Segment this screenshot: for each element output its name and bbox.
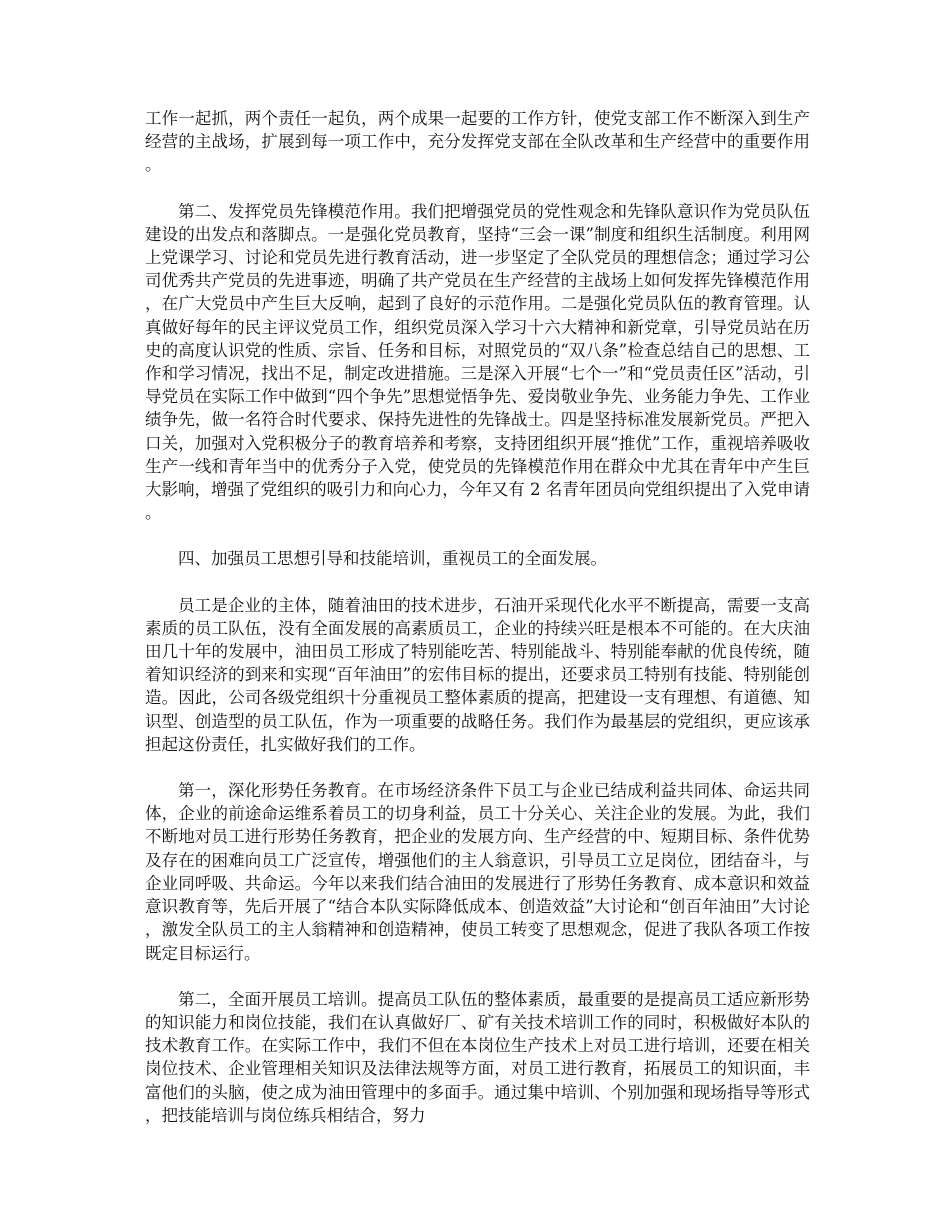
section-heading-employee-development: 四、加强员工思想引导和技能培训，重视员工的全面发展。 (178, 549, 607, 569)
paragraph-party-member-vanguard: 第二、发挥党员先锋模范作用。我们把增强党员的党性观念和先锋队意识作为党员队伍建设的出发点和落脚点。一是强化党员教育，坚持“三会一课”制度和组织生活制度。利用网上党课学习、讨论和党员先进行教育活动，进一步坚定了全队党员的理想信念；通过学习公司优秀共产党员的先进事迹，明确了共产党员在生产经营的主战场上如何发挥先锋模范作用，在广大党员中产生巨大反响，起到了良好的示范作用。二是强化党员队伍的教育管理。认真做好每年的民主评议党员工作，组织党员深入学习十六大精神和新党章，引导党员站在历史的高度认识党的性质、宗旨、任务和目标，对照党员的“双八条”检查总结自己的思想、工作和学习情况，找出不足，制定改进措施。三是深入开展“七个一”和“党员责任区”活动，引导党员在实际工作中做到“四个争先”思想觉悟争先、爱岗敬业争先、业务能力争先、工作业绩争先，做一名符合时代要求、保持先进性的先锋战士。四是坚持标准发展新党员。严把入口关，加强对入党积极分子的教育培养和考察，支持团组织开展“推优”工作，重视培养吸收生产一线和青年当中的优秀分子入党，使党员的先锋模范作用在群众中尤其在青年中产生巨大影响，增强了党组织的吸引力和向心力，今年又有 2 名青年团员向党组织提出了入党申请。 (145, 201, 810, 523)
paragraph-situation-education: 第一，深化形势任务教育。在市场经济条件下员工与企业已结成利益共同体、命运共同体，企业的前途命运维系着员工的切身利益，员工十分关心、关注企业的发展。为此，我们不断地对员工进行形势任务教育，把企业的发展方向、生产经营的中、短期目标、条件优势及存在的困难向员工广泛宣传，增强他们的主人翁意识，引导员工立足岗位，团结奋斗，与企业同呼吸、共命运。今年以来我们结合油田的发展进行了形势任务教育、成本意识和效益意识教育等，先后开展了“结合本队实际降低成本、创造效益”大讨论和“创百年油田”大讨论，激发全队员工的主人翁精神和创造精神，使员工转变了思想观念，促进了我队各项工作按既定目标运行。 (145, 781, 810, 963)
paragraph-employee-training: 第二，全面开展员工培训。提高员工队伍的整体素质，最重要的是提高员工适应新形势的知识能力和岗位技能，我们在认真做好厂、矿有关技术培训工作的同时，积极做好本队的技术教育工作。在实际工作中，我们不但在本岗位生产技术上对员工进行培训，还要在相关岗位技术、企业管理相关知识及法律法规等方面，对员工进行教育，拓展员工的知识面，丰富他们的头脑，使之成为油田管理中的多面手。通过集中培训、个别加强和现场指导等形式，把技能培训与岗位练兵相结合，努力 (145, 989, 810, 1125)
paragraph-employee-quality: 员工是企业的主体，随着油田的技术进步，石油开采现代化水平不断提高，需要一支高素质的员工队伍，没有全面发展的高素质员工，企业的持续兴旺是根本不可能的。在大庆油田几十年的发展中，油田员工形成了特别能吃苦、特别能战斗、特别能奉献的优良传统，随着知识经济的到来和实现“百年油田”的宏伟目标的提出，还要求员工特别有技能、特别能创造。因此，公司各级党组织十分重视员工整体素质的提高，把建设一支有理想、有道德、知识型、创造型的员工队伍，作为一项重要的战略任务。我们作为最基层的党组织，更应该承担起这份责任，扎实做好我们的工作。 (145, 595, 810, 754)
paragraph-party-branch-work: 工作一起抓，两个责任一起负，两个成果一起要的工作方针，使党支部工作不断深入到生产经营的主战场，扩展到每一项工作中，充分发挥党支部在全队改革和生产经营中的重要作用。 (145, 109, 810, 175)
document-body (145, 107, 810, 1150)
